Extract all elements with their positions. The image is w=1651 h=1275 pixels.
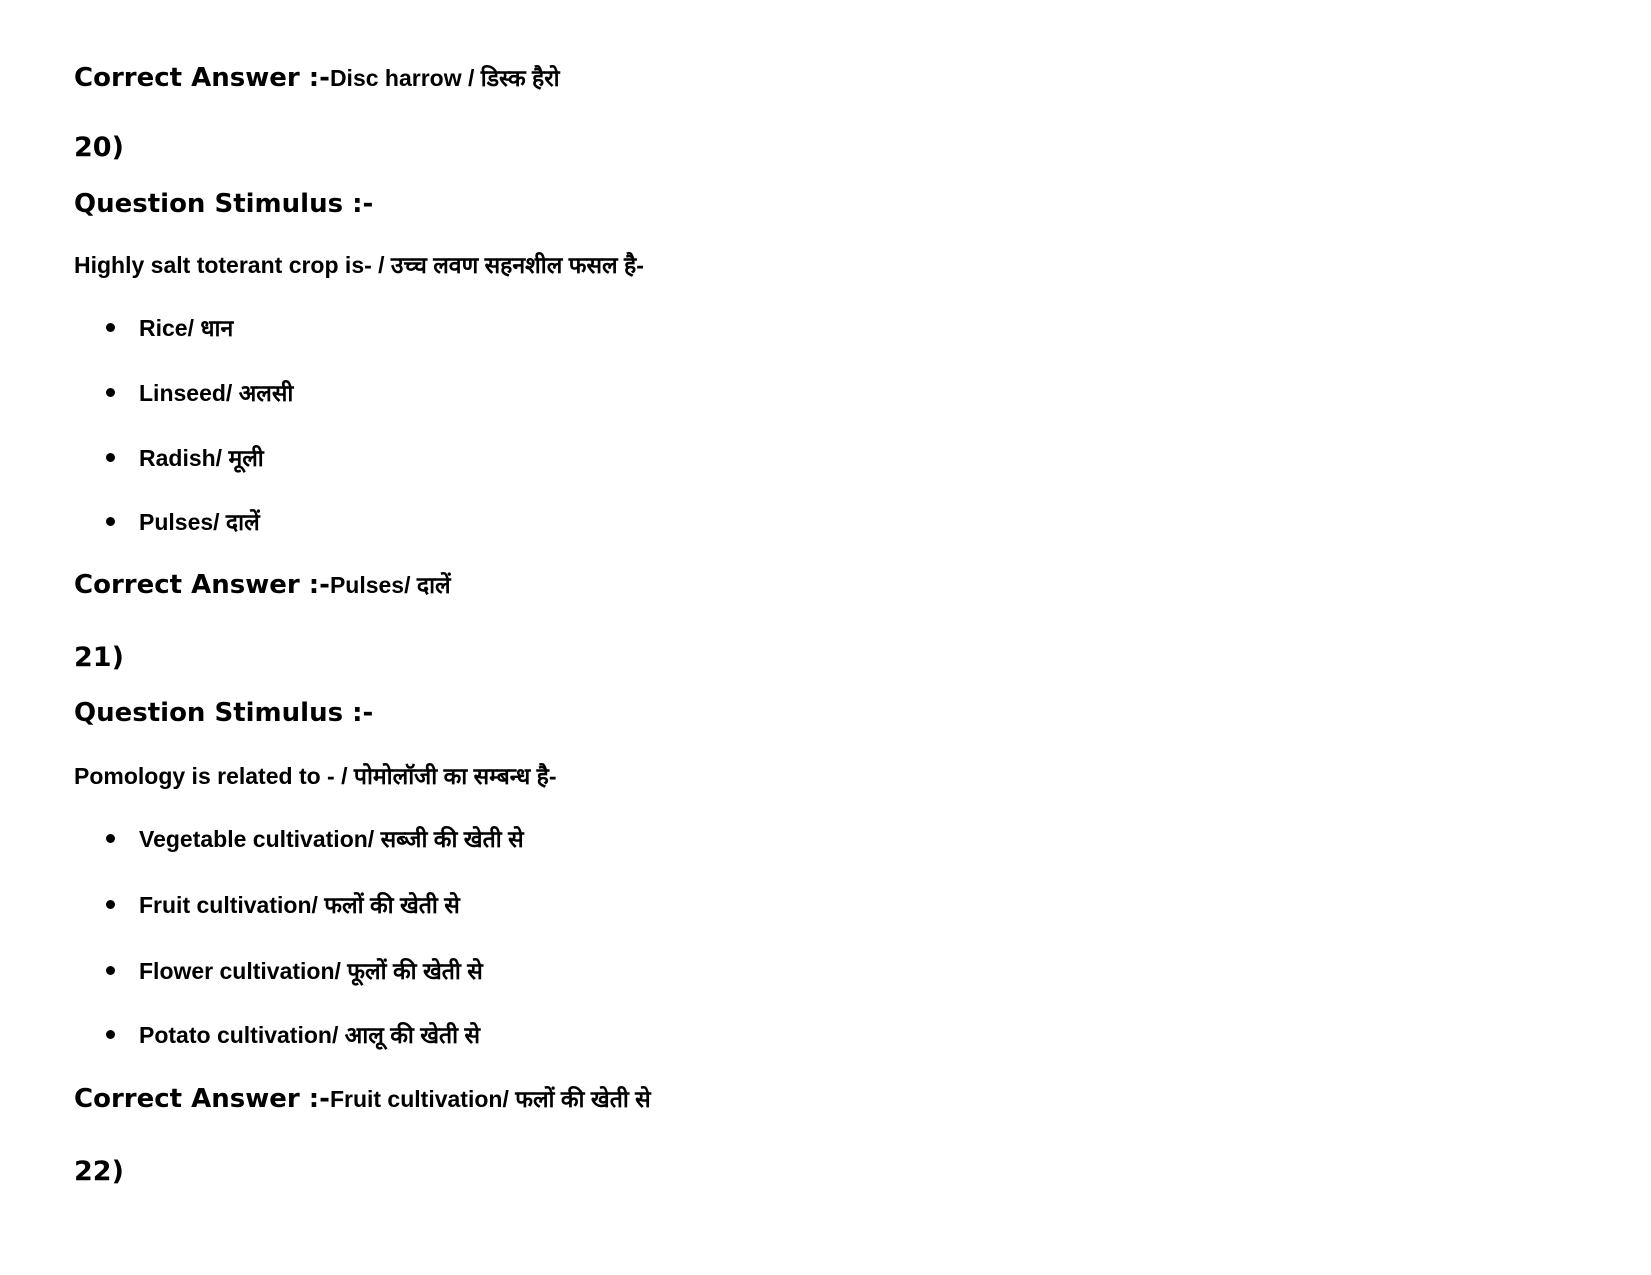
option-label: Rice/ धान xyxy=(139,315,234,341)
option-item xyxy=(106,890,460,920)
correct-answer xyxy=(74,1083,651,1115)
option-item xyxy=(106,824,524,854)
correct-answer xyxy=(74,569,451,601)
correct-answer-label: Correct Answer :- xyxy=(74,63,330,93)
option-label: Flower cultivation/ फूलों की खेती से xyxy=(139,958,483,984)
bullet-icon xyxy=(106,517,115,526)
bullet-icon xyxy=(106,834,115,843)
bullet-icon xyxy=(106,1030,115,1039)
option-label: Potato cultivation/ आलू की खेती से xyxy=(139,1022,481,1048)
question-number: 20) xyxy=(74,132,124,163)
bullet-icon xyxy=(106,323,115,332)
option-label: Fruit cultivation/ फलों की खेती से xyxy=(139,892,460,918)
bullet-icon xyxy=(106,966,115,975)
bullet-icon xyxy=(106,453,115,462)
option-item xyxy=(106,378,293,408)
option-label: Radish/ मूली xyxy=(139,445,264,471)
question-number: 21) xyxy=(74,642,124,673)
question-number: 22) xyxy=(74,1156,124,1187)
question-stimulus-label: Question Stimulus :- xyxy=(74,698,374,728)
option-item xyxy=(106,1020,480,1050)
question-stimulus-text: Pomology is related to - / पोमोलॉजी का सम्बन्ध है- xyxy=(74,763,557,789)
correct-answer-label: Correct Answer :- xyxy=(74,1084,330,1114)
correct-answer-value: Fruit cultivation/ फलों की खेती से xyxy=(329,1086,651,1112)
correct-answer-prev xyxy=(74,62,560,94)
option-label: Pulses/ दालें xyxy=(139,509,260,535)
bullet-icon xyxy=(106,388,115,397)
option-item xyxy=(106,313,233,343)
question-stimulus-text: Highly salt toterant crop is- / उच्च लवण सहनशील फसल है- xyxy=(74,252,644,278)
option-item xyxy=(106,443,264,473)
option-item xyxy=(106,956,483,986)
correct-answer-label: Correct Answer :- xyxy=(74,570,330,600)
option-label: Vegetable cultivation/ सब्जी की खेती से xyxy=(139,826,524,852)
bullet-icon xyxy=(106,900,115,909)
option-label: Linseed/ अलसी xyxy=(139,380,294,406)
option-item xyxy=(106,507,260,537)
correct-answer-value: Pulses/ दालें xyxy=(329,572,451,598)
correct-answer-value: Disc harrow / डिस्क हैरो xyxy=(329,65,560,91)
question-stimulus-label: Question Stimulus :- xyxy=(74,189,374,219)
